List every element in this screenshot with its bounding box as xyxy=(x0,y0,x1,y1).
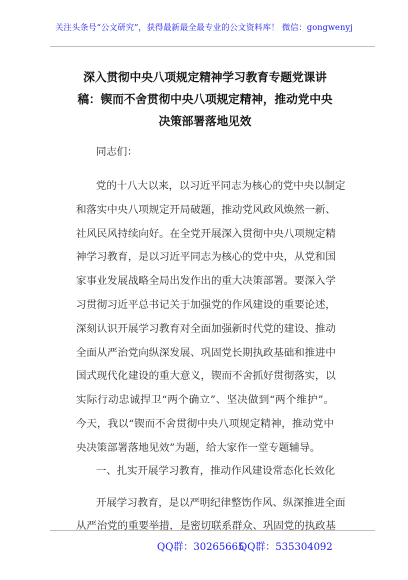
salutation: 同志们： xyxy=(96,146,138,158)
header-banner: 关注头条号“公文研究”，获得最新最全最专业的公文资料库！ 微信：gongwenyj xyxy=(55,22,353,32)
paragraph-line: 习贯彻习近平总书记关于加强党的作风建设的重要论述， xyxy=(76,299,336,311)
paragraph-line: 从严治党的重要举措，是密切联系群众、巩固党的执政基 xyxy=(76,520,336,532)
footer-qq-group-2: QQ群：535304092 xyxy=(239,542,333,553)
paragraph-line: 全面从严治党向纵深发展、巩固党长期执政基础和推进中 xyxy=(76,346,336,359)
header-divider xyxy=(50,46,375,47)
footer-divider xyxy=(50,530,375,531)
paragraph-line: 深刻认识开展学习教育对全面加强新时代党的建设、推动 xyxy=(76,322,336,335)
paragraph-line: 党的十八大以来，以习近平同志为核心的党中央以制定 xyxy=(96,180,346,192)
paragraph-line: 和落实中央八项规定开局破题，推动党风政风焕然一新、 xyxy=(76,203,336,216)
paragraph-line: 今天，我以“锲而不舍贯彻中央八项规定精神，推动党中 xyxy=(76,418,334,430)
paragraph-line: 国式现代化建设的重大意义，锲而不舍抓好贯彻落实，以 xyxy=(76,370,336,383)
paragraph-line: 神学习教育，是以习近平同志为核心的党中央，从党和国 xyxy=(76,251,336,264)
paragraph-line: 央决策部署落地见效”为题，给大家作一堂专题辅导。 xyxy=(76,441,321,454)
paragraph-line: 家事业发展战略全局出发作出的重大决策部署。要深入学 xyxy=(76,275,336,288)
document-title: 深入贯彻中央八项规定精神学习教育专题党课讲稿：锲而不舍贯彻中央八项规定精神，推动党中央决策部署落地见效 xyxy=(77,70,333,128)
paragraph-line: 实际行动忠诚捍卫“两个确立”、坚决做到“两个维护”。 xyxy=(76,394,334,407)
paragraph-line: 社风民风持续向好。在全党开展深入贯彻中央八项规定精 xyxy=(76,227,336,240)
paragraph-line: 开展学习教育，是以严明纪律整饬作风、纵深推进全面 xyxy=(96,497,346,509)
section-1-heading: 一、扎实开展学习教育，推动作风建设常态化长效化 xyxy=(96,465,335,477)
footer-qq-group-1: QQ群：30265665 xyxy=(157,542,245,553)
